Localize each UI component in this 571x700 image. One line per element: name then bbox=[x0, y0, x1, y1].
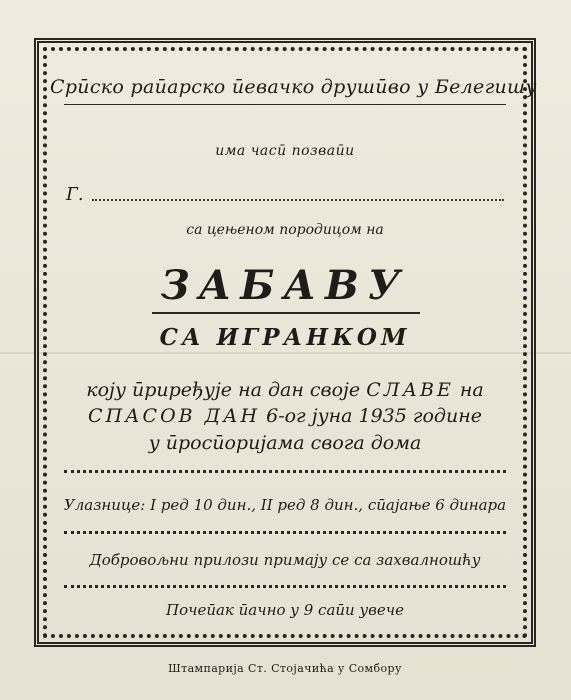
ticket-prices: Улазнице: I ред 10 дин., II ред 8 дин., сӣајање 6 динара bbox=[63, 496, 507, 514]
event-date: 6-ог јуна 1935 године bbox=[266, 405, 482, 427]
society-name: Срӣско раӣарско ӣевачко друшӣво у Белегишу bbox=[50, 76, 537, 98]
slave-word: СЛАВЕ bbox=[366, 379, 454, 401]
guest-name-line bbox=[92, 199, 504, 201]
printer-credit: Штампарија Ст. Стојачића у Сомбору bbox=[168, 662, 402, 675]
start-time: Почеӣак ӣачно у 9 саӣи увече bbox=[166, 601, 404, 619]
donations-note: Добровољни прилози примају се са захвалношћу bbox=[89, 551, 481, 569]
dotted-divider bbox=[64, 585, 506, 588]
details-line-1-text: коју ӣриређује на дан своје bbox=[86, 379, 361, 401]
society-underline bbox=[64, 104, 506, 105]
dotted-divider bbox=[64, 531, 506, 534]
details-line-1-end: на bbox=[459, 379, 484, 401]
details-line-1 bbox=[50, 379, 520, 401]
details-line-2 bbox=[50, 405, 520, 427]
dotted-divider bbox=[64, 470, 506, 473]
spasov-dan: СПАСОВ ДАН bbox=[88, 405, 261, 427]
guest-label: Г. bbox=[66, 184, 84, 205]
invite-text: има часӣ позваӣи bbox=[215, 143, 355, 159]
family-text: са цењеном породицом на bbox=[186, 222, 384, 238]
venue-line: у ӣросӣоријама свога дома bbox=[148, 432, 422, 454]
event-subtitle: СА ИГРАНКОМ bbox=[159, 324, 411, 351]
title-underline bbox=[152, 312, 420, 314]
event-title: ЗАБАВУ bbox=[160, 262, 410, 309]
